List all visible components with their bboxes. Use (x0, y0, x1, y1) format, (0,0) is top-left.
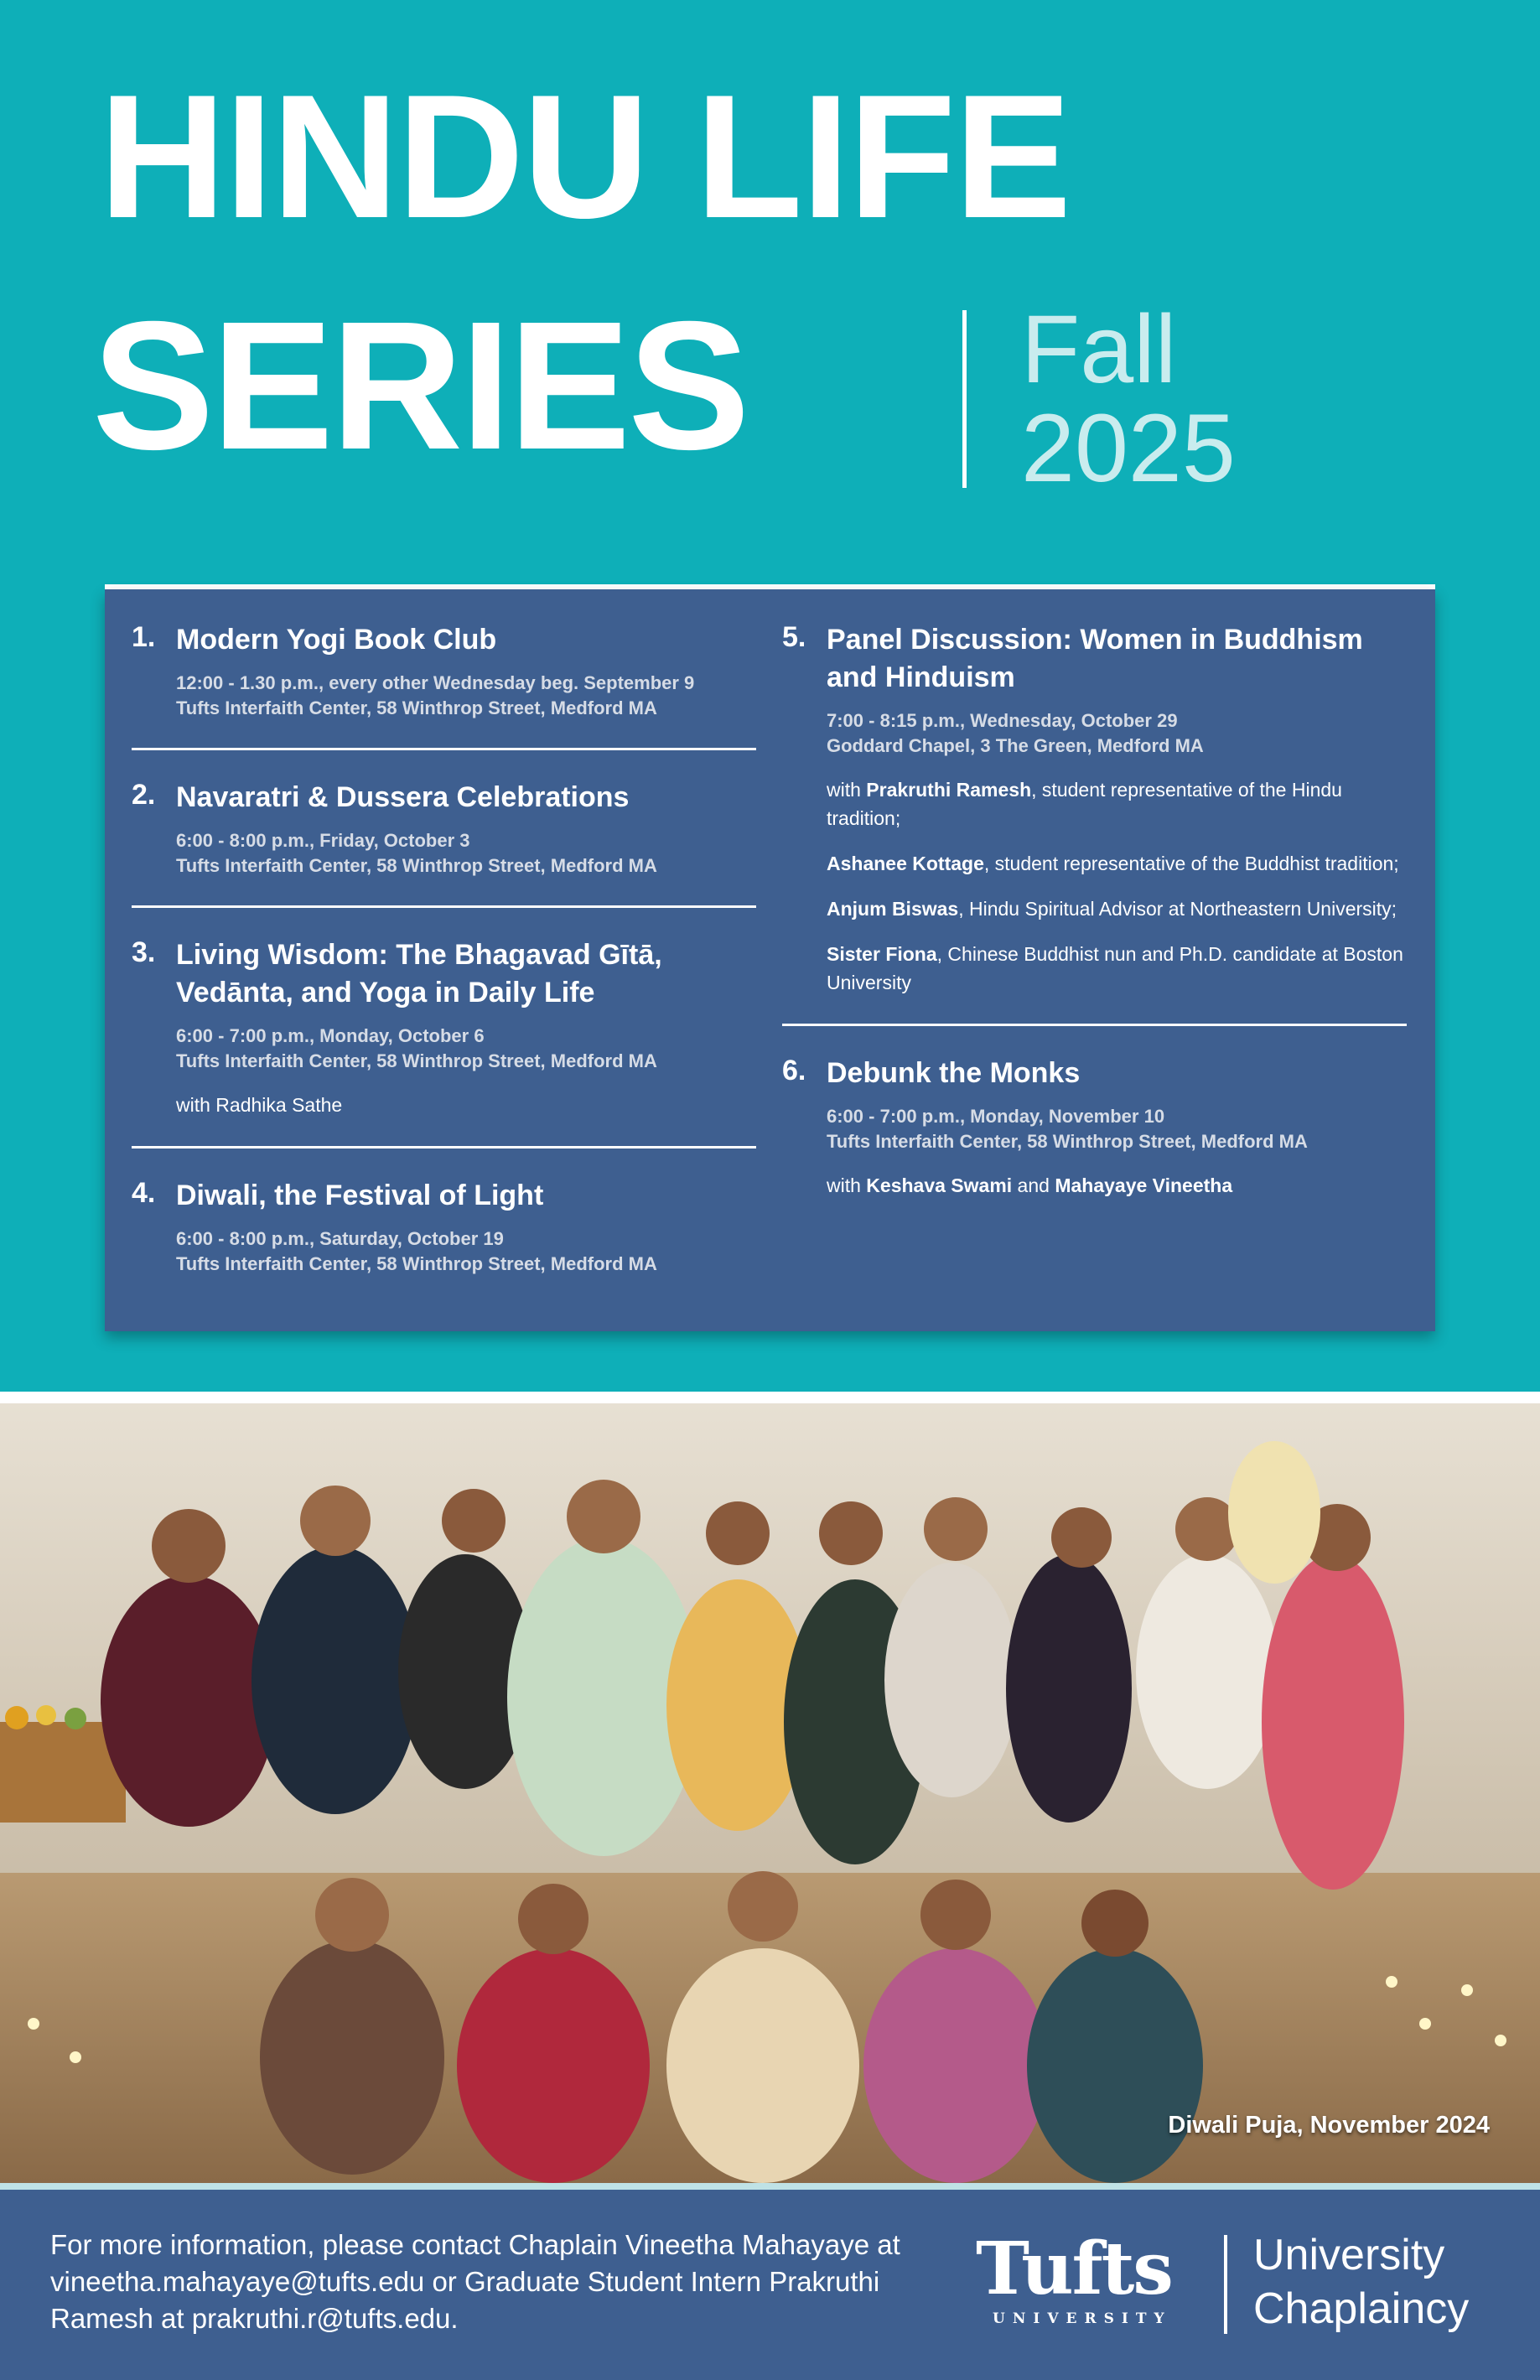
event-meta (176, 671, 756, 721)
speaker-name: Mahayaye Vineetha (1055, 1174, 1233, 1196)
panelist-prefix: with (827, 779, 867, 801)
panelist-role: , Hindu Spiritual Advisor at Northeastern University; (958, 898, 1397, 920)
tufts-logo-wordmark: Tufts (976, 2227, 1172, 2311)
event-title: Panel Discussion: Women in Buddhism and Hinduism (827, 624, 1363, 693)
events-panel (105, 589, 1435, 1331)
event-item (782, 1055, 1407, 1200)
speaker-conjunction: and (1012, 1174, 1055, 1196)
event-item (782, 621, 1407, 997)
event-place: Tufts Interfaith Center, 58 Winthrop Street, Medford MA (176, 1050, 657, 1071)
event-meta (827, 1104, 1407, 1154)
event-meta (176, 1226, 756, 1277)
events-left-column (132, 621, 756, 1277)
season-label: Fall (1021, 296, 1177, 403)
panelist-name: Anjum Biswas (827, 898, 959, 920)
photo-top-rule (0, 1392, 1540, 1403)
footer-top-rule (0, 2183, 1540, 2190)
speaker-name: Keshava Swami (866, 1174, 1013, 1196)
event-title: Living Wisdom: The Bhagavad Gītā, Vedānta, and Yoga in Daily Life (176, 939, 662, 1009)
event-place: Tufts Interfaith Center, 58 Winthrop Street, Medford MA (176, 855, 657, 876)
event-meta (176, 1024, 756, 1074)
event-item (132, 779, 756, 879)
panelist-name: Sister Fiona (827, 943, 937, 965)
panelist-name: Ashanee Kottage (827, 853, 984, 874)
logo-divider (1224, 2235, 1227, 2334)
event-title: Navaratri & Dussera Celebrations (176, 781, 630, 813)
event-number: 3. (132, 936, 156, 968)
event-time: 7:00 - 8:15 p.m., Wednesday, October 29 (827, 710, 1178, 731)
events-right-column (782, 621, 1407, 1200)
title-divider (962, 310, 967, 488)
event-number: 2. (132, 779, 156, 811)
event-meta (827, 708, 1407, 759)
event-title: Modern Yogi Book Club (176, 624, 497, 656)
event-time: 6:00 - 8:00 p.m., Friday, October 3 (176, 830, 470, 851)
event-time: 12:00 - 1.30 p.m., every other Wednesday beg. September 9 (176, 672, 695, 693)
group-photo (0, 1403, 1540, 2183)
event-place: Tufts Interfaith Center, 58 Winthrop Street, Medford MA (176, 1253, 657, 1274)
event-title: Debunk the Monks (827, 1057, 1081, 1089)
event-time: 6:00 - 7:00 p.m., Monday, November 10 (827, 1106, 1165, 1127)
divider (132, 905, 756, 908)
org-name-line-2: Chaplaincy (1253, 2284, 1470, 2333)
event-number: 6. (782, 1055, 806, 1086)
panelist-name: Prakruthi Ramesh (866, 779, 1032, 801)
divider (782, 1024, 1407, 1026)
event-speakers (827, 1171, 1407, 1200)
divider (132, 1146, 756, 1149)
event-item (132, 1177, 756, 1277)
panelist (827, 940, 1407, 997)
footer (0, 2183, 1540, 2380)
group-photo-illustration (0, 1403, 1540, 2183)
event-place: Goddard Chapel, 3 The Green, Medford MA (827, 735, 1204, 756)
event-item (132, 936, 756, 1119)
panelist (827, 775, 1407, 832)
event-item (132, 621, 756, 721)
event-place: Tufts Interfaith Center, 58 Winthrop Street, Medford MA (176, 697, 657, 718)
photo-caption: Diwali Puja, November 2024 (1168, 2112, 1490, 2139)
event-meta (176, 828, 756, 879)
event-place: Tufts Interfaith Center, 58 Winthrop Street, Medford MA (827, 1131, 1308, 1152)
divider (132, 748, 756, 750)
panelist-role: , student representative of the Hindu tradition; (827, 779, 1342, 829)
event-time: 6:00 - 7:00 p.m., Monday, October 6 (176, 1025, 485, 1046)
year-label: 2025 (1021, 395, 1236, 502)
contact-info: For more information, please contact Chaplain Vineetha Mahayaye at vineetha.mahayaye@tufts.edu or Graduate Student Intern Prakruthi Ramesh at prakruthi.r@tufts.edu. (50, 2229, 900, 2334)
org-name-line-1: University (1253, 2231, 1445, 2279)
title-line-2: SERIES (92, 284, 748, 488)
event-title: Diwali, the Festival of Light (176, 1180, 544, 1211)
title-line-1: HINDU LIFE (99, 58, 1071, 255)
tufts-logo-sub: UNIVERSITY (993, 2310, 1172, 2327)
panelist (827, 894, 1407, 923)
event-number: 5. (782, 621, 806, 653)
panelist-role: , student representative of the Buddhist tradition; (983, 853, 1399, 874)
panelist (827, 849, 1407, 878)
event-speaker: with Radhika Sathe (176, 1094, 343, 1116)
event-number: 4. (132, 1177, 156, 1209)
panelist-role: , Chinese Buddhist nun and Ph.D. candidate at Boston University (827, 943, 1403, 993)
event-number: 1. (132, 621, 156, 653)
event-time: 6:00 - 8:00 p.m., Saturday, October 19 (176, 1228, 504, 1249)
speaker-prefix: with (827, 1174, 867, 1196)
